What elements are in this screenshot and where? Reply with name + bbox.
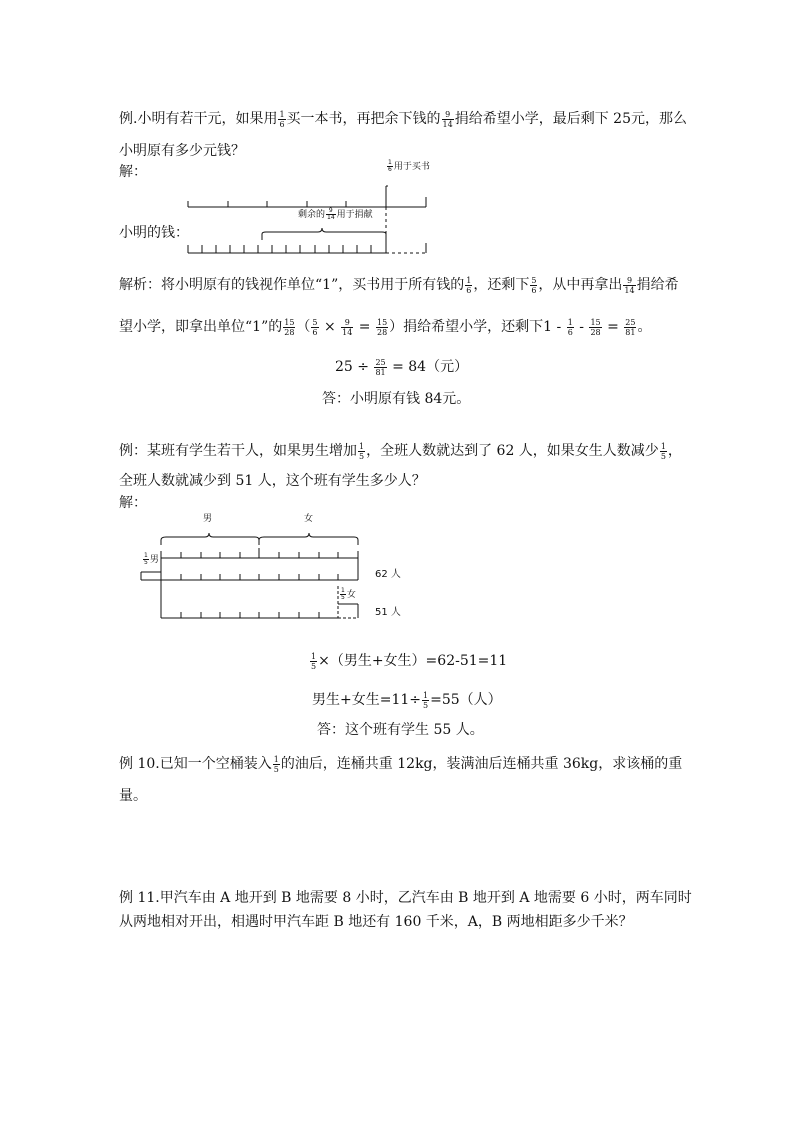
fraction: $\frac{1}{5}$ (423, 690, 429, 710)
total-62-label: 62 人 (375, 569, 401, 580)
female-frac-label: $\frac{1}{5}$ 女 (341, 587, 356, 601)
fraction: $\frac{1}{6}$ (567, 317, 573, 337)
ex1-analysis-line2: 望小学，即拿出单位“1”的 $\frac{15}{28}$ （ $\frac{5}{6}$ × $\frac{9}{14}$ = $\frac{15}{28}$ ）捐给希望小学，还剩下1 - $\frac{1}{6}$ - $\frac{15}{28}$ = $\frac{25}{81}$ 。 (119, 317, 652, 337)
fraction: $\frac{1}{5}$ (359, 441, 365, 461)
fraction: $\frac{9}{14}$ (342, 317, 353, 337)
ex10-question-line2: 量。 (119, 788, 147, 804)
fraction: $\frac{25}{81}$ (375, 357, 386, 377)
fraction: $\frac{1}{5}$ (311, 651, 317, 671)
donate-label: 剩余的 $\frac{9}{14}$ 用于捐献 (298, 207, 373, 221)
ex2-equation1: $\frac{1}{5}$ ×（男生+女生）=62-51=11 (311, 651, 508, 671)
fraction: $\frac{1}{6}$ (279, 109, 285, 129)
fraction: $\frac{5}{6}$ (531, 275, 537, 295)
fraction: $\frac{5}{6}$ (312, 317, 318, 337)
fraction: $\frac{9}{14}$ (442, 109, 453, 129)
money-label: 小明的钱： (119, 225, 189, 241)
fraction: $\frac{15}{28}$ (376, 317, 388, 337)
total-51-label: 51 人 (375, 607, 401, 618)
ex1-question-line2: 小明原有多少元钱？ (119, 143, 245, 159)
male-label: 男 (203, 514, 213, 524)
fraction: $\frac{1}{5}$ (144, 552, 148, 566)
ex2-answer: 答：这个班有学生 55 人。 (317, 722, 484, 738)
fraction: $\frac{1}{5}$ (341, 587, 345, 601)
ex11-question-line2: 从两地相对开出，相遇时甲汽车距 B 地还有 160 千米，A，B 两地相距多少千米？ (119, 914, 633, 930)
ex1-question-line1: 例.小明有若干元，如果用 $\frac{1}{6}$ 买一本书，再把余下钱的 $\frac{9}{14}$ 捐给希望小学，最后剩下 25元，那么 (119, 109, 687, 129)
buy-label: $\frac{1}{6}$ 用于买书 (388, 159, 430, 173)
female-label: 女 (304, 514, 314, 524)
ex2-question-line2: 全班人数就减少到 51 人，这个班有学生多少人？ (119, 473, 426, 489)
fraction: $\frac{15}{28}$ (590, 317, 601, 337)
ex10-question-line1: 例 10.已知一个空桶装入 $\frac{1}{5}$ 的油后，连桶共重 12kg，装满油后连桶共重 36kg，求该桶的重 (119, 754, 683, 774)
ex11-question-line1: 例 11.甲汽车由 A 地开到 B 地需要 8 小时，乙汽车由 B 地开到 A 地需要 6 小时，两车同时 (119, 890, 692, 906)
ex2-question-line1: 例：某班有学生若干人，如果男生增加 $\frac{1}{5}$ ，全班人数就达到了 62 人，如果女生人数减少 $\frac{1}{5}$ ， (119, 441, 682, 461)
ex1-analysis-line1: 解析：将小明原有的钱视作单位“1”，买书用于所有钱的 $\frac{1}{6}$ ，还剩下 $\frac{5}{6}$ ，从中再拿出 $\frac{9}{14}$ 捐给希 (119, 275, 679, 295)
fraction: $\frac{9}{14}$ (327, 207, 335, 221)
fraction: $\frac{15}{28}$ (284, 317, 295, 337)
fraction: $\frac{9}{14}$ (624, 275, 635, 295)
fraction: $\frac{1}{6}$ (388, 159, 392, 173)
ex1-equation: 25 ÷ $\frac{25}{81}$ = 84（元） (335, 357, 469, 377)
ex2-solution-label: 解： (119, 495, 147, 511)
ex1-answer: 答：小明原有钱 84元。 (322, 391, 471, 407)
fraction: $\frac{25}{81}$ (625, 317, 636, 337)
male-frac-label: $\frac{1}{5}$ 男 (144, 552, 159, 566)
fraction: $\frac{1}{5}$ (273, 754, 279, 774)
ex2-equation2: 男生+女生=11÷ $\frac{1}{5}$ =55（人） (312, 690, 502, 710)
ex1-solution-label: 解： (119, 164, 147, 180)
fraction: $\frac{1}{5}$ (660, 441, 666, 461)
fraction: $\frac{1}{6}$ (466, 275, 472, 295)
